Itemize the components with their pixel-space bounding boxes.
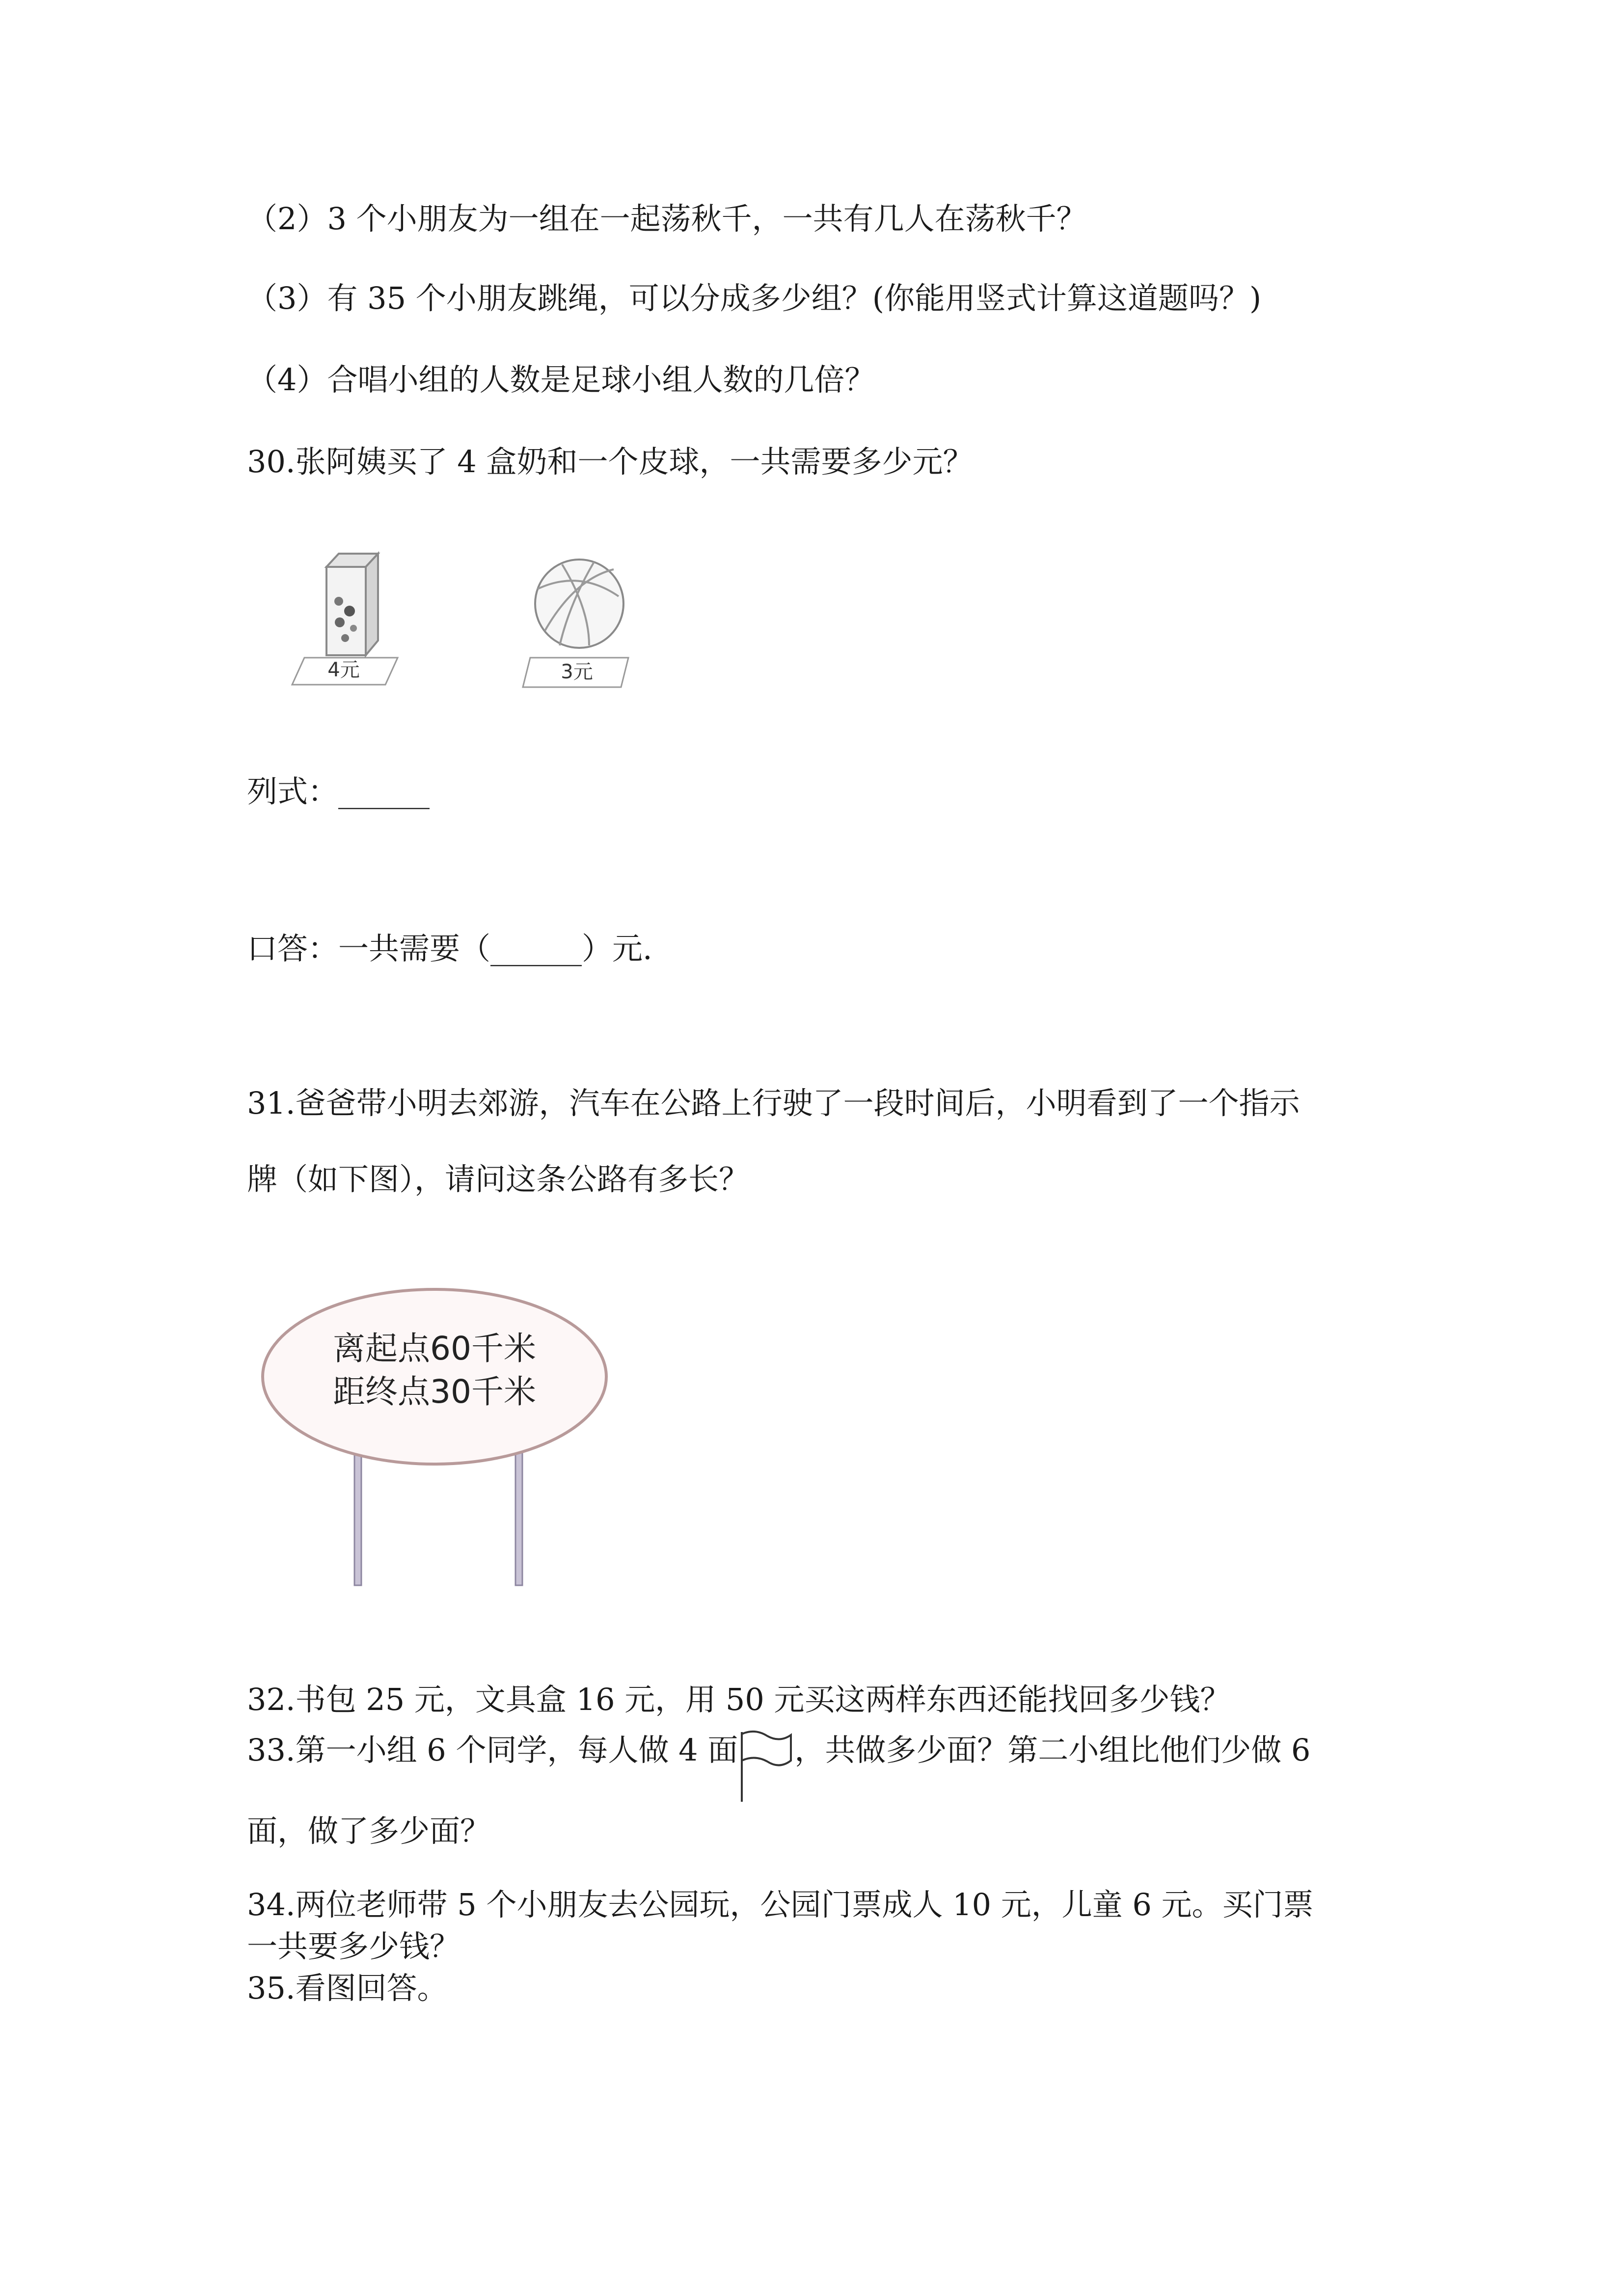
q31-line2: 牌（如下图），请问这条公路有多长？ (247, 1161, 750, 1197)
ball-price-label: 3元 (561, 661, 593, 683)
q33-line2: 面，做了多少面？ (247, 1813, 491, 1849)
q29-sub4: （4）合唱小组的人数是足球小组人数的几倍？ (247, 362, 875, 398)
milk-carton-picture (285, 550, 403, 697)
sign-line2: 距终点30千米 (333, 1373, 536, 1411)
q32-text: 32.书包 25 元，文具盒 16 元，用 50 元买这两样东西还能找回多少钱？ (247, 1682, 1231, 1717)
milk-price-label: 4元 (327, 659, 360, 681)
milk-carton-icon (285, 550, 403, 697)
flag-icon (738, 1730, 794, 1804)
road-sign-picture (255, 1271, 614, 1595)
q30-formula: 列式：______ (247, 774, 430, 809)
ball-picture (515, 550, 643, 697)
q29-sub2: （2）3 个小朋友为一组在一起荡秋千，一共有几人在荡秋千？ (247, 201, 1087, 237)
q31-line1: 31.爸爸带小明去郊游，汽车在公路上行驶了一段时间后，小明看到了一个指示 (247, 1085, 1300, 1121)
q29-sub3: （3）有 35 个小朋友跳绳，可以分成多少组？(你能用竖式计算这道题吗？) (247, 280, 1262, 316)
q35-text: 35.看图回答。 (247, 1970, 448, 2006)
ball-icon (515, 550, 643, 697)
q30-answer: 口答：一共需要（______）元. (247, 931, 652, 966)
q33-line1 (247, 1732, 1311, 1804)
q33-after-flag: ，共做多少面？第二小组比他们少做 6 (794, 1732, 1311, 1768)
q30-text: 30.张阿姨买了 4 盒奶和一个皮球，一共需要多少元？ (247, 444, 974, 480)
q34-line2: 一共要多少钱？ (247, 1928, 460, 1964)
q34-line1: 34.两位老师带 5 个小朋友去公园玩，公园门票成人 10 元，儿童 6 元。买门票 (247, 1887, 1314, 1922)
road-sign-icon (255, 1271, 614, 1595)
q33-before-flag: 33.第一小组 6 个同学，每人做 4 面 (247, 1732, 738, 1768)
sign-line1: 离起点60千米 (333, 1330, 536, 1367)
